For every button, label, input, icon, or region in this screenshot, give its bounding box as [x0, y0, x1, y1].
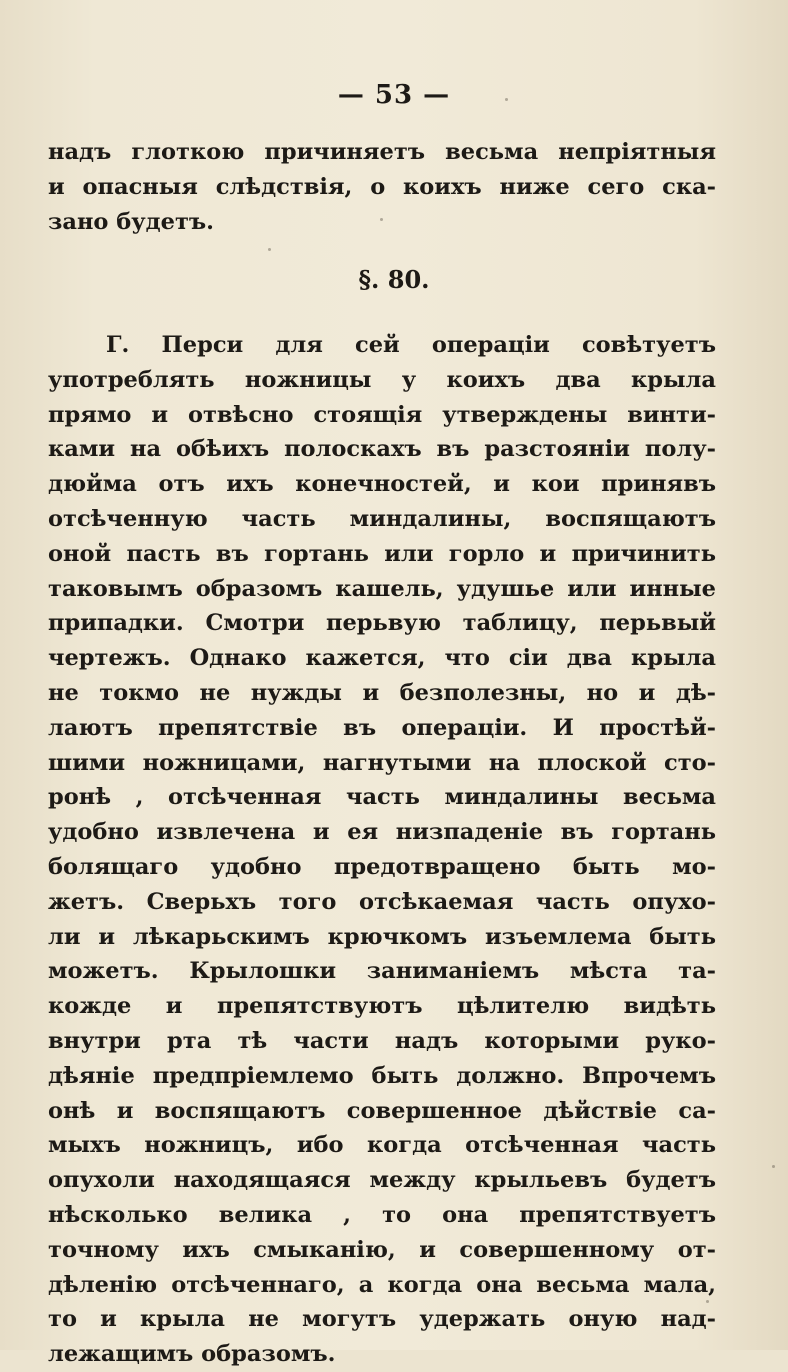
text-line: шими ножницами, нагнутыми на плоской сто-	[48, 749, 716, 776]
paper-speck	[706, 1300, 709, 1303]
page-number: — 53 —	[337, 80, 451, 110]
text-line: оной пасть въ гортань или горло и причинить	[48, 540, 716, 567]
text-line: ли и лѣкарьскимъ крючкомъ изъемлема быть	[48, 923, 716, 950]
paper-speck	[380, 218, 383, 221]
text-line: употреблять ножницы у коихъ два крыла	[48, 366, 716, 393]
text-line: припадки. Смотри перьвую таблицу, перьвый	[48, 610, 716, 637]
text-line: отсѣченную часть миндалины, воспящаютъ	[48, 505, 716, 532]
text-line: ками на обѣихъ полоскахъ въ разстояніи полу-	[48, 436, 716, 463]
text-line: лаютъ препятствіе въ операціи. И простѣй-	[48, 714, 716, 741]
text-line: дѣяніе предпріемлемо быть должно. Впрочемъ	[48, 1062, 716, 1089]
paper-speck	[505, 98, 508, 101]
section-heading: §. 80.	[358, 265, 430, 294]
text-line: чертежъ. Однако кажется, что сіи два крыла	[48, 645, 716, 672]
text-line: онѣ и воспящаютъ совершенное дѣйствіе са-	[48, 1097, 716, 1124]
text-line: то и крыла не могутъ удержать оную над-	[48, 1306, 716, 1333]
text-line: нѣсколько велика , то она препятствуетъ	[48, 1201, 716, 1228]
text-line: таковымъ образомъ кашель, удушье или инные	[48, 575, 716, 602]
paragraph-main	[48, 328, 716, 1372]
text-line: Г. Перси для сей операціи совѣтуетъ	[106, 332, 716, 358]
text-line: дюйма отъ ихъ конечностей, и кои принявъ	[48, 471, 716, 498]
text-line: зано будетъ.	[48, 208, 215, 235]
text-line: и опасныя слѣдствія, о коихъ ниже сего ска-	[48, 173, 716, 200]
text-line: удобно извлечена и ея низпаденіе въ гортань	[48, 819, 716, 846]
text-line: лежащимъ образомъ.	[48, 1341, 336, 1368]
text-line: дѣленію отсѣченнаго, а когда она весьма мала,	[48, 1271, 716, 1298]
text-line: не токмо не нужды и безполезны, но и дѣ-	[48, 679, 716, 706]
text-line: прямо и отвѣсно стоящія утверждены винти-	[48, 401, 716, 428]
paper-speck	[268, 248, 271, 251]
text-line: можетъ. Крылошки заниманіемъ мѣста та-	[48, 958, 716, 985]
text-line: надъ глоткою причиняетъ весьма непріятныя	[48, 139, 716, 165]
text-line: ронѣ , отсѣченная часть миндалины весьма	[48, 784, 716, 811]
text-line: опухоли находящаяся между крыльевъ будетъ	[48, 1167, 716, 1194]
text-line: жетъ. Сверьхъ того отсѣкаемая часть опухо-	[48, 888, 716, 915]
text-line: болящаго удобно предотвращено быть мо-	[48, 853, 716, 880]
text-line: точному ихъ смыканію, и совершенному от-	[48, 1236, 716, 1263]
paper-speck	[772, 1165, 775, 1168]
text-line: мыхъ ножницъ, ибо когда отсѣченная часть	[48, 1132, 716, 1159]
paragraph-continuation	[48, 135, 716, 239]
text-line: кожде и препятствуютъ цѣлителю видѣть	[48, 993, 716, 1020]
text-line: внутри рта тѣ части надъ которыми руко-	[48, 1027, 716, 1054]
